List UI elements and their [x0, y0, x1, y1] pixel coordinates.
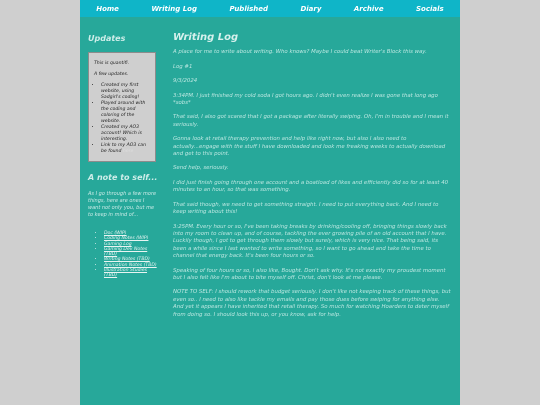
updates-item: • Created my AO3 account! Which is interesting.	[101, 125, 151, 143]
updates-item: • Created my first website, using Sadgirl's coding!	[101, 83, 151, 101]
ao3-link[interactable]: here	[122, 149, 134, 154]
updates-item: • Played around with the coding and coloring of the website.	[101, 101, 151, 125]
updates-list	[94, 83, 151, 155]
note-links-list	[88, 231, 158, 279]
nav-published[interactable]: Published	[229, 4, 269, 13]
nav-diary[interactable]: Diary	[300, 4, 322, 13]
log-paragraph: 3:34PM. I just finished my cold soda I got hours ago. I didn't even realize I was gone that long ago *sobs*	[173, 92, 438, 107]
log-paragraph: I did just finish going through one account and a boatload of likes and efficiently did so for at least 40 minutes to an hour, so that was something.	[173, 179, 449, 194]
note-link[interactable]: Animation Notes (TBD)	[104, 262, 157, 268]
log-label: Log #1	[173, 63, 193, 70]
updates-intro: This is quantifi.	[94, 61, 130, 66]
updates-item	[101, 143, 151, 155]
note-link[interactable]: Writing Notes (TBD)	[104, 257, 150, 263]
log-paragraph: Gonna look at retail therapy prevention and help like right now, but also I also need to actually...engage with the stuff I have downloaded and look me freaking weeks to actually download and get to this point.	[173, 136, 446, 158]
page-container	[80, 0, 460, 405]
note-link[interactable]: Gaming Log	[104, 241, 132, 247]
note-link[interactable]: Coding Notes (WIP)	[104, 236, 149, 242]
nav-archive[interactable]: Archive	[353, 4, 384, 13]
log-date: 9/3/2024	[173, 78, 198, 85]
note-link[interactable]: Doc (WIP)	[104, 231, 127, 236]
updates-item-text: Link to my AO3 can be found	[101, 143, 146, 154]
note-link[interactable]: Gaming Dev Notes (TBD)	[104, 246, 148, 258]
main-content	[173, 34, 451, 326]
nav-writing-log[interactable]: Writing Log	[151, 4, 197, 13]
note-heading: A note to self...	[88, 173, 158, 182]
note-text: As I go through a few more things, here are ones I want not only you, but me to keep in mind of...	[88, 191, 157, 218]
list-item	[104, 268, 158, 279]
log-paragraph: That said though, we need to get something straight. I need to put everything back. And I need to keep writing about this!	[173, 201, 439, 216]
updates-heading: Updates	[88, 34, 126, 43]
sidebar	[88, 34, 158, 279]
updates-box	[88, 52, 156, 162]
list-item	[104, 247, 158, 258]
note-link[interactable]: Illustration Studies (TBD)	[104, 268, 148, 279]
updates-subtitle: A few updates.	[94, 72, 129, 77]
nav-socials[interactable]: Socials	[416, 4, 444, 13]
log-paragraph: Send help, seriously.	[173, 165, 229, 172]
intro-text: A place for me to write about writing. Who knows? Maybe I could beat Writer's Block this way.	[173, 49, 427, 56]
page-title: Writing Log	[173, 32, 239, 43]
top-nav	[80, 0, 460, 17]
log-paragraph: Speaking of four hours or so, I also like, Bought. Don't ask why. It's not exactly my proudest moment but I also felt like I'm about to bite myself off. Christ, don't look at me please.	[173, 267, 446, 281]
nav-home[interactable]: Home	[96, 4, 119, 13]
log-paragraph: That said, I also got scared that I got a package after literally swiping. Oh, I'm in trouble and I mean it seriously.	[173, 114, 449, 128]
log-paragraph: 3:25PM. Every hour or so, I've been taking breaks by drinking/cooling off, bringing things slowly back into my room to clean up, and of course, tackling the ever growing pile of an old account that I have. Luckily though, I got to get through them slowly but surely, which is very nice. That being said, its been a while since I last wanted to write something, so I want to go ahead and take the time to channel that energy back. It's been four hours or so.	[173, 223, 447, 260]
log-paragraph: NOTE TO SELF: I should rework that budget seriously. I don't like not keeping track of these things, but even so.. I need to also like tackle my emails and pay those dues before swiping for anything else. And yet it appears I have inherited that retail therapy. So much for watching Hoarders to deter myself from doing so. I should look this up, or you know, ask for help.	[173, 289, 451, 318]
